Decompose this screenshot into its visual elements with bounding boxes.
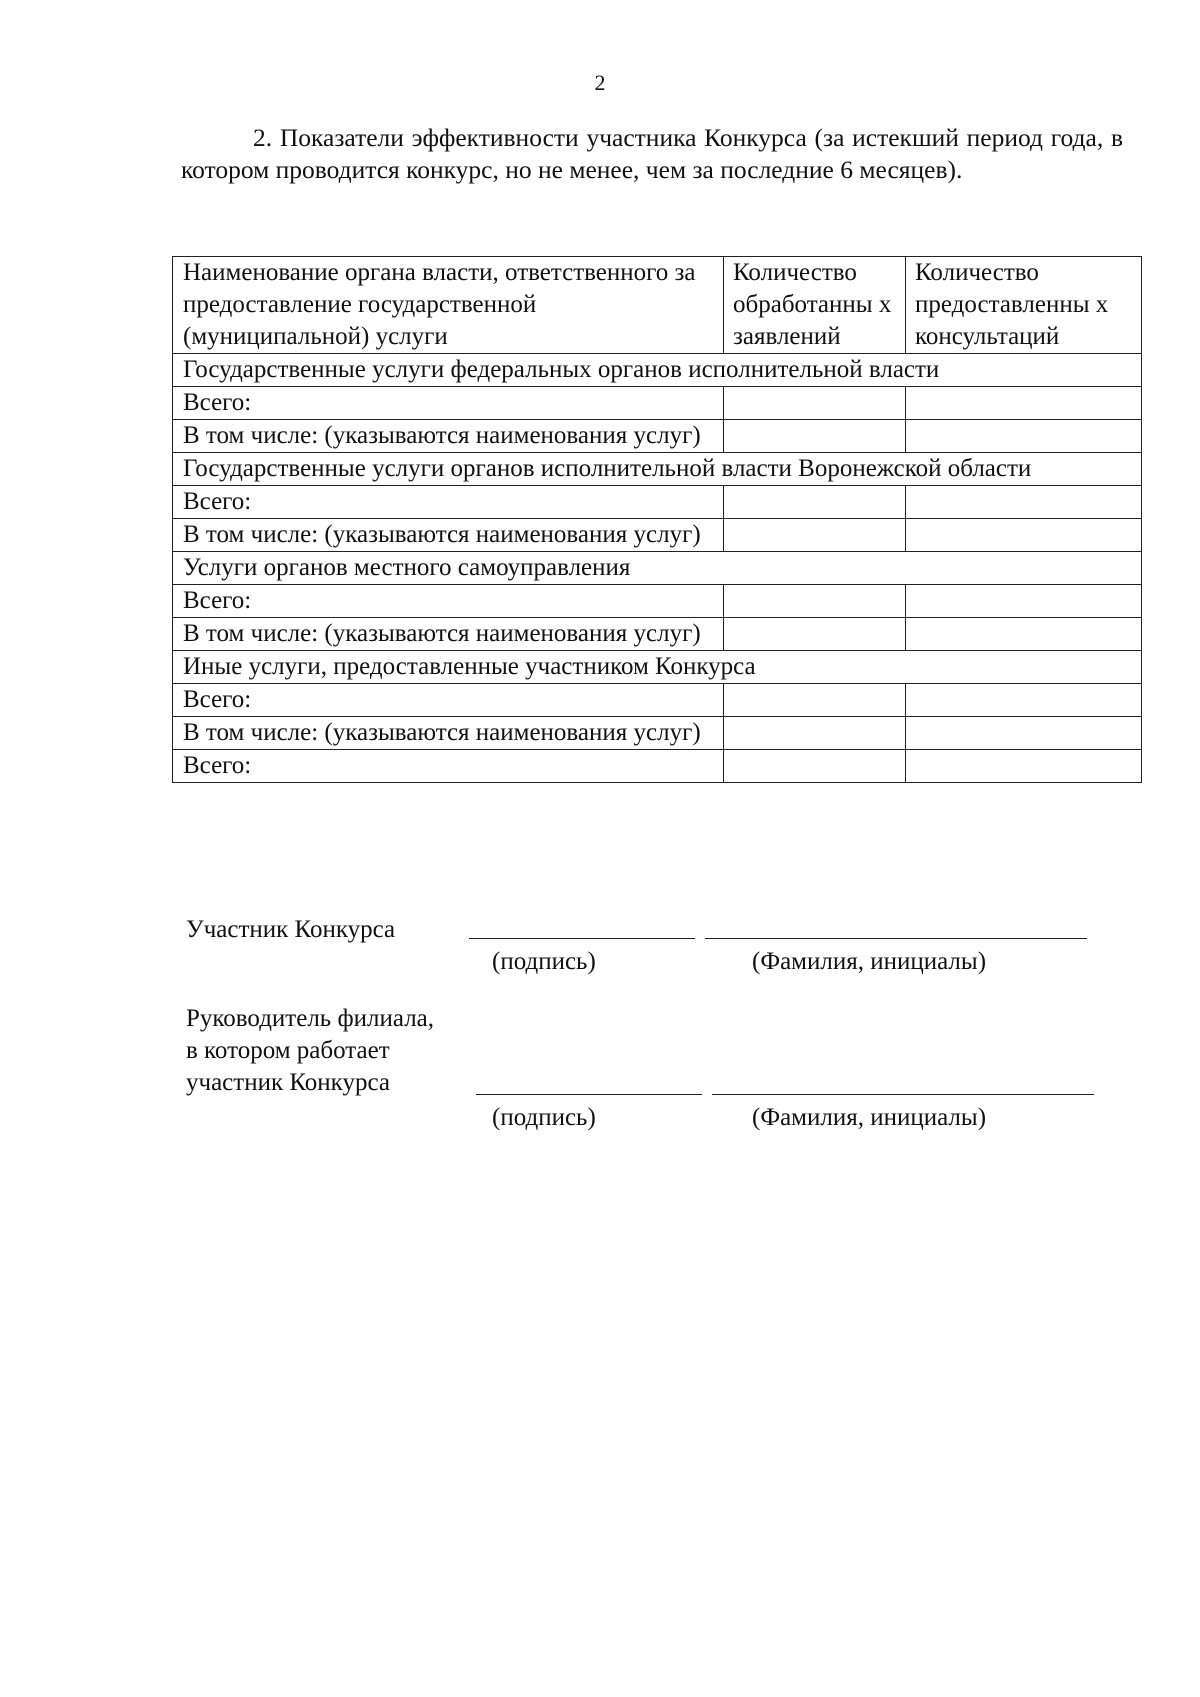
consultations-cell	[906, 420, 1142, 453]
consultations-cell	[906, 717, 1142, 750]
table-section-row	[173, 354, 1142, 387]
row-label: Всего:	[173, 585, 724, 618]
row-label: В том числе: (указываются наименования услуг)	[173, 618, 724, 651]
table-row	[173, 717, 1142, 750]
section-label: Государственные услуги федеральных органов исполнительной власти	[173, 354, 1142, 387]
consultations-cell	[906, 585, 1142, 618]
row-label: Всего:	[173, 750, 724, 783]
table-row	[173, 486, 1142, 519]
participant-label: Участник Конкурса	[186, 916, 396, 943]
table-row	[173, 750, 1142, 783]
participant-name-line	[705, 938, 1087, 939]
table-section-row	[173, 453, 1142, 486]
head-label-line3: участник Конкурса	[186, 1069, 390, 1096]
applications-cell	[724, 717, 906, 750]
section-label: Государственные услуги органов исполнительной власти Воронежской области	[173, 453, 1142, 486]
consultations-cell	[906, 387, 1142, 420]
section-label: Иные услуги, предоставленные участником Конкурса	[173, 651, 1142, 684]
head-label-line2: в котором работает	[186, 1037, 390, 1064]
table-header-row	[173, 257, 1142, 354]
participant-name-caption: (Фамилия, инициалы)	[752, 948, 987, 975]
applications-cell	[724, 585, 906, 618]
applications-cell	[724, 486, 906, 519]
row-label: В том числе: (указываются наименования услуг)	[173, 717, 724, 750]
participant-signature-line	[469, 938, 695, 939]
row-label: В том числе: (указываются наименования услуг)	[173, 519, 724, 552]
consultations-cell	[906, 486, 1142, 519]
intro-paragraph: 2. Показатели эффективности участника Конкурса (за истекший период года, в котором проводится конкурс, но не менее, чем за последние 6 месяцев).	[181, 123, 1123, 184]
row-label: Всего:	[173, 486, 724, 519]
applications-cell	[724, 684, 906, 717]
header-consultations: Количество предоставленны х консультаций	[906, 257, 1142, 354]
page-number: 2	[594, 70, 606, 95]
head-signature-line	[476, 1094, 702, 1095]
table-row	[173, 618, 1142, 651]
applications-cell	[724, 618, 906, 651]
consultations-cell	[906, 684, 1142, 717]
row-label: В том числе: (указываются наименования услуг)	[173, 420, 724, 453]
applications-cell	[724, 750, 906, 783]
head-name-caption: (Фамилия, инициалы)	[752, 1104, 987, 1131]
performance-table	[172, 256, 1142, 783]
applications-cell	[724, 387, 906, 420]
applications-cell	[724, 519, 906, 552]
row-label: Всего:	[173, 387, 724, 420]
table-row	[173, 519, 1142, 552]
consultations-cell	[906, 750, 1142, 783]
consultations-cell	[906, 618, 1142, 651]
performance-table-body	[173, 257, 1142, 783]
consultations-cell	[906, 519, 1142, 552]
participant-signature-caption: (подпись)	[492, 948, 596, 975]
table-section-row	[173, 651, 1142, 684]
head-signature-caption: (подпись)	[492, 1104, 596, 1131]
head-name-line	[712, 1094, 1094, 1095]
section-label: Услуги органов местного самоуправления	[173, 552, 1142, 585]
header-applications: Количество обработанны х заявлений	[724, 257, 906, 354]
table-row	[173, 420, 1142, 453]
applications-cell	[724, 420, 906, 453]
header-authority: Наименование органа власти, ответственного за предоставление государственной (муниципальной) услуги	[173, 257, 724, 354]
head-label-line1: Руководитель филиала,	[186, 1005, 435, 1032]
row-label: Всего:	[173, 684, 724, 717]
table-row	[173, 684, 1142, 717]
table-row	[173, 387, 1142, 420]
table-section-row	[173, 552, 1142, 585]
table-row	[173, 585, 1142, 618]
